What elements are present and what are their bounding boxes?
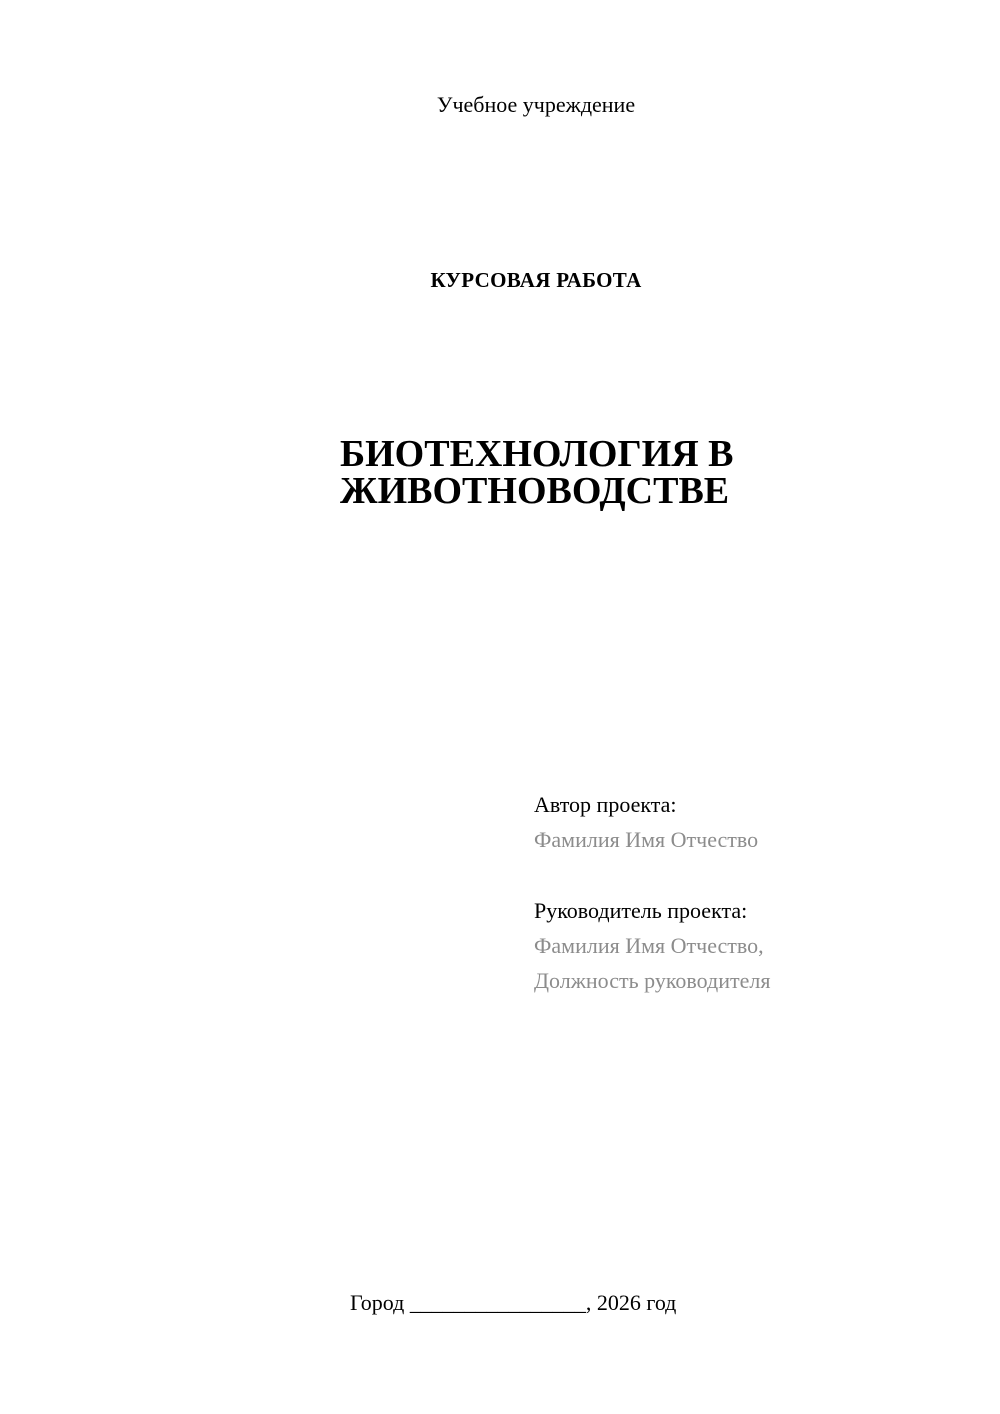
author-block bbox=[534, 787, 758, 857]
supervisor-name: Фамилия Имя Отчество, bbox=[534, 933, 764, 958]
institution-name: Учебное учреждение bbox=[436, 92, 636, 117]
title-line-2: ЖИВОТНОВОДСТВЕ bbox=[340, 470, 730, 512]
document-title bbox=[340, 433, 800, 512]
title-line-1: БИОТЕХНОЛОГИЯ В bbox=[340, 433, 734, 475]
city-year-line: Город ________________, 2026 год bbox=[350, 1290, 677, 1315]
author-name: Фамилия Имя Отчество bbox=[534, 827, 759, 852]
supervisor-position: Должность руководителя bbox=[534, 968, 771, 993]
supervisor-block bbox=[534, 893, 770, 998]
work-type-heading: КУРСОВАЯ РАБОТА bbox=[430, 268, 642, 292]
supervisor-label: Руководитель проекта: bbox=[534, 898, 748, 923]
author-label: Автор проекта: bbox=[534, 792, 677, 817]
